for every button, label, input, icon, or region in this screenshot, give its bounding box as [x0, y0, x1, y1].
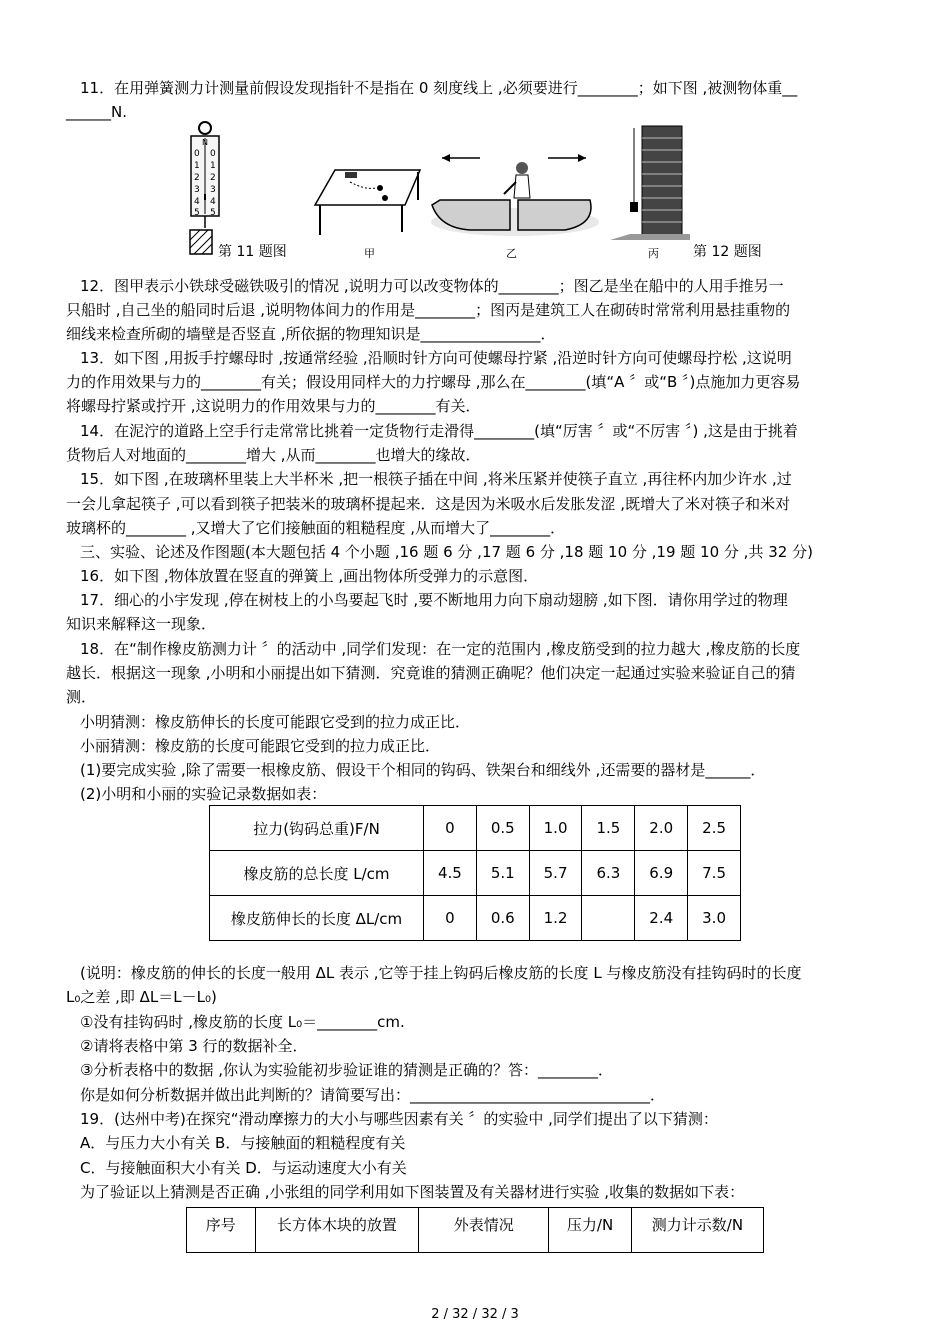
table-cell: 7.5	[688, 851, 741, 896]
friction-data-table	[186, 1207, 764, 1253]
q15-line-2: 一会儿拿起筷子 ,可以看到筷子把装米的玻璃杯提起来．这是因为米吸水后发胀发涩 ,既增大了米对筷子和米对	[66, 495, 791, 513]
table-header-cell: 序号	[187, 1208, 256, 1253]
q14-line-2: 货物后人对地面的________增大 ,从而________也增大的缘故．	[66, 446, 481, 464]
q15-line-3: 玻璃杯的________ ,又增大了它们接触面的粗糙程度 ,从而增大了________．	[66, 519, 566, 537]
table-cell: 2.5	[688, 806, 741, 851]
q12-line-3: 细线来检查所砌的墙壁是否竖直 ,所依据的物理知识是________________．	[66, 325, 556, 343]
table-header-cell: 测力计示数/N	[631, 1208, 763, 1253]
scale-ring	[199, 122, 211, 134]
table-cell: 1.2	[529, 896, 582, 941]
scale-left-1: 1	[194, 161, 200, 171]
q17-line-1: 17．细心的小宇发现 ,停在树枝上的小鸟要起飞时 ,要不断地用力向下扇动翅膀 ,如下图．请你用学过的物理	[80, 591, 788, 609]
table-cell: 6.9	[635, 851, 688, 896]
fig12-caption: 第 12 题图	[693, 244, 762, 260]
scale-right-1: 1	[210, 161, 216, 171]
q13-line-3: 将螺母拧紧或拧开 ,这说明力的作用效果与力的________有关．	[66, 397, 481, 415]
q18-note-2: L₀之差 ,即 ΔL＝L－L₀)	[66, 988, 217, 1006]
plumb-weight	[630, 202, 638, 212]
table-cell-blank	[582, 896, 635, 941]
scale-left-5: 5	[194, 208, 200, 218]
q18-xiaoming-guess: 小明猜测：橡皮筋伸长的长度可能跟它受到的拉力成正比．	[80, 713, 471, 731]
fig-jia-label: 甲	[364, 247, 375, 260]
weight-block	[190, 230, 212, 254]
q18-note-1: (说明：橡皮筋的伸长的长度一般用 ΔL 表示 ,它等于挂上钩码后橡皮筋的长度 L 与橡皮筋没有挂钩码时的长度	[80, 964, 802, 982]
table-cell: 3.0	[688, 896, 741, 941]
scale-right-2: 2	[210, 173, 216, 183]
q13-line-1: 13．如下图 ,用扳手拧螺母时 ,按通常经验 ,沿顺时针方向可使螺母拧紧 ,沿逆时针方向可使螺母拧松 ,这说明	[80, 349, 792, 367]
q18-part-2: (2)小明和小丽的实验记录数据如表：	[80, 785, 327, 803]
scale-left-2: 2	[194, 173, 200, 183]
table-header-cell: 外表情况	[419, 1208, 549, 1253]
figure-row	[185, 120, 795, 270]
q18-sub-1: ①没有挂钩码时 ,橡皮筋的长度 L₀＝________cm.	[80, 1013, 405, 1031]
table-row	[210, 806, 741, 851]
scale-left-4: 4	[194, 197, 200, 207]
section-3-heading: 三、实验、论述及作图题(本大题包括 4 个小题 ,16 题 6 分 ,17 题 6 分 ,18 题 10 分 ,19 题 10 分 ,共 32 分)	[80, 543, 813, 561]
q11-line-2: ______N.	[66, 103, 127, 121]
table-cell: 4.5	[424, 851, 477, 896]
q18-xiaoli-guess: 小丽猜测：橡皮筋的长度可能跟它受到的拉力成正比．	[80, 737, 441, 755]
q12-line-1: 12．图甲表示小铁球受磁铁吸引的情况 ,说明力可以改变物体的________；图乙是坐在船中的人用手推另一	[80, 277, 784, 295]
scale-right-5: 5	[210, 208, 216, 218]
fig-yi-label: 乙	[506, 247, 517, 260]
table-cell: 5.1	[476, 851, 529, 896]
table-cell: 橡皮筋伸长的长度 ΔL/cm	[210, 896, 424, 941]
table-header-cell: 长方体木块的放置	[255, 1208, 419, 1253]
fig-yi-boats	[430, 150, 600, 240]
scale-right-3: 3	[210, 185, 216, 195]
table-cell: 0.5	[476, 806, 529, 851]
q18-sub-2: ②请将表格中第 3 行的数据补全．	[80, 1037, 308, 1055]
table-cell: 2.0	[635, 806, 688, 851]
table-cell: 0	[424, 896, 477, 941]
q15-line-1: 15．如下图 ,在玻璃杯里装上大半杯米 ,把一根筷子插在中间 ,将米压紧并使筷子直立 ,再往杯内加少许水 ,过	[80, 470, 792, 488]
page-footer: 2 / 32 / 32 / 3	[431, 1307, 519, 1322]
fig11-caption: 第 11 题图	[218, 244, 287, 260]
q19-guess-cd: C．与接触面积大小有关 D．与运动速度大小有关	[80, 1159, 407, 1177]
table-cell: 0	[424, 806, 477, 851]
table-row	[210, 851, 741, 896]
q18-sub-3: ③分析表格中的数据 ,你认为实验能初步验证谁的猜测是正确的？答：________．	[80, 1061, 613, 1079]
q14-line-1: 14．在泥泞的道路上空手行走常常比挑着一定货物行走滑得________(填“厉害 〞或“不厉害 〞) ,这是由于挑着	[80, 422, 798, 440]
q18-part-1: (1)要完成实验 ,除了需要一根橡皮筋、假设干个相同的钩码、铁架台和细线外 ,还需要的器材是______．	[80, 761, 766, 779]
q18-line-2: 越长．根据这一现象 ,小明和小丽提出如下猜测．究竟谁的猜测正确呢？他们决定一起通过实验来验证自己的猜	[66, 664, 796, 682]
table-cell: 1.0	[529, 806, 582, 851]
q12-line-2: 只船时 ,自己坐的船同时后退 ,说明物体间力的作用是________；图丙是建筑工人在砌砖时常常利用悬挂重物的	[66, 301, 791, 319]
magnet	[345, 172, 357, 178]
scale-unit-label: N	[202, 138, 208, 147]
q11-line-1: 11．在用弹簧测力计测量前假设发现指针不是指在 0 刻度线上 ,必须要进行________；如下图 ,被测物体重__	[80, 79, 798, 97]
q18-line-1: 18．在“制作橡皮筋测力计 〞的活动中 ,同学们发现：在一定的范围内 ,橡皮筋受到的拉力越大 ,橡皮筋的长度	[80, 640, 801, 658]
q18-line-3: 测．	[66, 688, 97, 706]
q13-line-2: 力的作用效果与力的________有关；假设用同样大的力拧螺母 ,那么在________(填“A 〞或“B 〞)点施加力更容易	[66, 373, 801, 391]
scale-left-3: 3	[194, 185, 200, 195]
fig-jia-magnet	[310, 160, 425, 240]
q16-line: 16．如下图 ,物体放置在竖直的弹簧上 ,画出物体所受弹力的示意图．	[80, 567, 539, 585]
q19-guess-ab: A．与压力大小有关 B．与接触面的粗糙程度有关	[80, 1134, 406, 1152]
table-cell: 拉力(钩码总重)F/N	[210, 806, 424, 851]
table-row	[210, 896, 741, 941]
table-cell: 5.7	[529, 851, 582, 896]
q18-sub-3-explain: 你是如何分析数据并做出此判断的？请简要写出：________________________________．	[80, 1086, 666, 1104]
scale-right-4: 4	[210, 197, 216, 207]
scale-left-0: 0	[194, 149, 200, 159]
scale-right-0: 0	[210, 149, 216, 159]
table-cell: 2.4	[635, 896, 688, 941]
table-header-cell: 压力/N	[549, 1208, 632, 1253]
rubber-band-data-table	[209, 805, 741, 941]
q19-line-1: 19．(达州中考)在探究“滑动摩擦力的大小与哪些因素有关 〞的实验中 ,同学们提出了以下猜测：	[80, 1110, 718, 1128]
table-cell: 1.5	[582, 806, 635, 851]
table-header-row	[187, 1208, 764, 1253]
q19-line-2: 为了验证以上猜测是否正确 ,小张组的同学利用如下图装置及有关器材进行实验 ,收集的数据如下表：	[80, 1183, 745, 1201]
fig-bing-wall	[610, 122, 690, 242]
iron-ball	[377, 185, 383, 191]
fig-bing-label: 丙	[648, 247, 659, 260]
table-cell: 0.6	[476, 896, 529, 941]
table-cell: 橡皮筋的总长度 L/cm	[210, 851, 424, 896]
table-cell: 6.3	[582, 851, 635, 896]
q17-line-2: 知识来解释这一现象．	[66, 615, 217, 633]
